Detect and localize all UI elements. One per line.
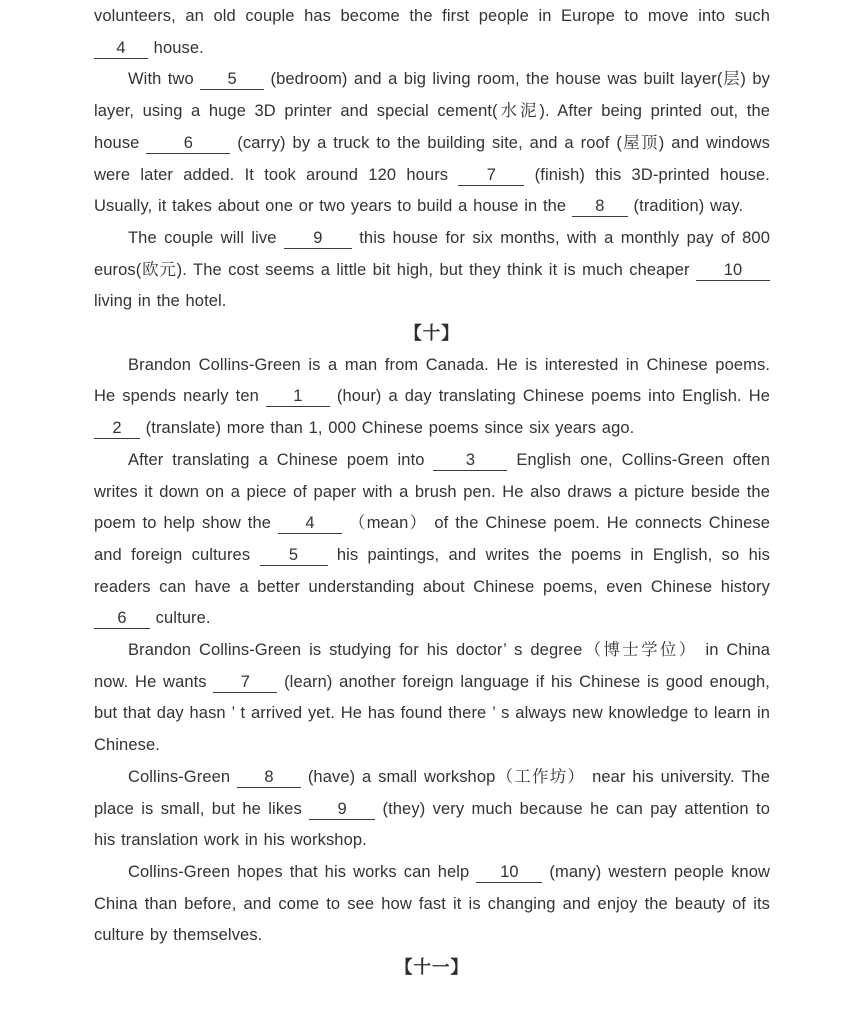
text-segment: Collins-Green hopes that his works can help — [128, 862, 477, 881]
paragraph — [94, 857, 770, 952]
text-segment: With two — [128, 70, 201, 89]
paragraph — [94, 445, 770, 635]
document-body — [94, 1, 770, 984]
paragraph — [94, 64, 770, 223]
text-segment: volunteers, an old couple has become the first people in Europe to move into such — [94, 7, 770, 25]
text-segment: (many) western people know China than before, and come to see how fast it is changing and enjoy the beauty of its culture by themselves. — [94, 862, 770, 945]
text-segment: Collins-Green — [128, 767, 237, 786]
section-header: 【十】 — [404, 323, 460, 344]
text-segment: English one, Collins-Green often writes it down on a piece of paper with a brush pen. He also draws a picture beside the poem to help show the — [94, 450, 770, 533]
text-segment: Brandon Collins-Green is studying for his doctor’ s degree（博士学位） in China now. He wants — [94, 641, 770, 691]
blank-5: 5 — [200, 69, 264, 90]
blank-10: 10 — [696, 260, 770, 281]
text-segment: (translate) more than 1, 000 Chinese poems since six years ago. — [140, 419, 635, 438]
blank-5: 5 — [260, 545, 328, 566]
text-segment: (they) very much because he can pay attention to his translation work in his workshop. — [94, 799, 771, 850]
blank-6: 6 — [94, 608, 150, 629]
text-segment: Brandon Collins-Green is a man from Canada. He is interested in Chinese poems. He spends nearly ten — [94, 355, 770, 406]
blank-4: 4 — [278, 513, 342, 534]
blank-9: 9 — [284, 228, 352, 249]
blank-6: 6 — [146, 133, 230, 154]
text-segment: （mean） of the Chinese poem. He connects Chinese and foreign cultures — [94, 514, 771, 564]
blank-10: 10 — [476, 862, 542, 883]
text-segment: this house for six months, with a monthly pay of 800 euros(欧元). The cost seems a little bit high, but they think it is much cheaper — [94, 228, 770, 279]
text-segment: (tradition) way. — [627, 197, 744, 216]
blank-8: 8 — [572, 196, 628, 217]
paragraph — [94, 350, 770, 445]
text-segment: (carry) by a truck to the building site, and a roof (屋顶) and windows were later added. It took around 120 hours — [94, 133, 771, 184]
text-segment: (hour) a day translating Chinese poems into English. He — [329, 387, 770, 406]
text-segment: (learn) another foreign language if his Chinese is good enough, but that day hasn ’ t arrived yet. He has found there ’ s always new knowledge to learn in Chinese. — [94, 672, 770, 755]
blank-7: 7 — [458, 165, 524, 186]
blank-3: 3 — [433, 450, 507, 471]
blank-2: 2 — [94, 418, 140, 439]
blank-9: 9 — [309, 799, 375, 820]
text-segment: living in the hotel. — [94, 292, 227, 311]
text-segment: (have) a small workshop（工作坊） near his university. The place is small, but he likes — [94, 767, 770, 818]
text-segment: (bedroom) and a big living room, the house was built layer(层) by layer, using a huge 3D printer and special cement(水泥). After being printed out, the house — [94, 70, 771, 152]
text-segment: his paintings, and writes the poems in English, so his readers can have a better understanding about Chinese poems, even Chinese history — [94, 545, 770, 596]
paragraph — [94, 762, 770, 857]
section-header: 【十一】 — [395, 957, 469, 978]
blank-1: 1 — [266, 386, 330, 407]
paragraph — [94, 1, 770, 64]
text-segment: (finish) this 3D-printed house. Usually, it takes about one or two years to build a house in the — [94, 165, 770, 216]
blank-7: 7 — [213, 672, 277, 693]
blank-4: 4 — [94, 38, 148, 59]
paragraph — [94, 635, 770, 762]
text-segment: After translating a Chinese poem into — [128, 450, 434, 469]
paragraph — [94, 223, 770, 318]
text-segment: culture. — [150, 609, 211, 628]
blank-8: 8 — [237, 767, 301, 788]
text-segment: house. — [148, 38, 204, 57]
text-segment: The couple will live — [128, 228, 284, 247]
